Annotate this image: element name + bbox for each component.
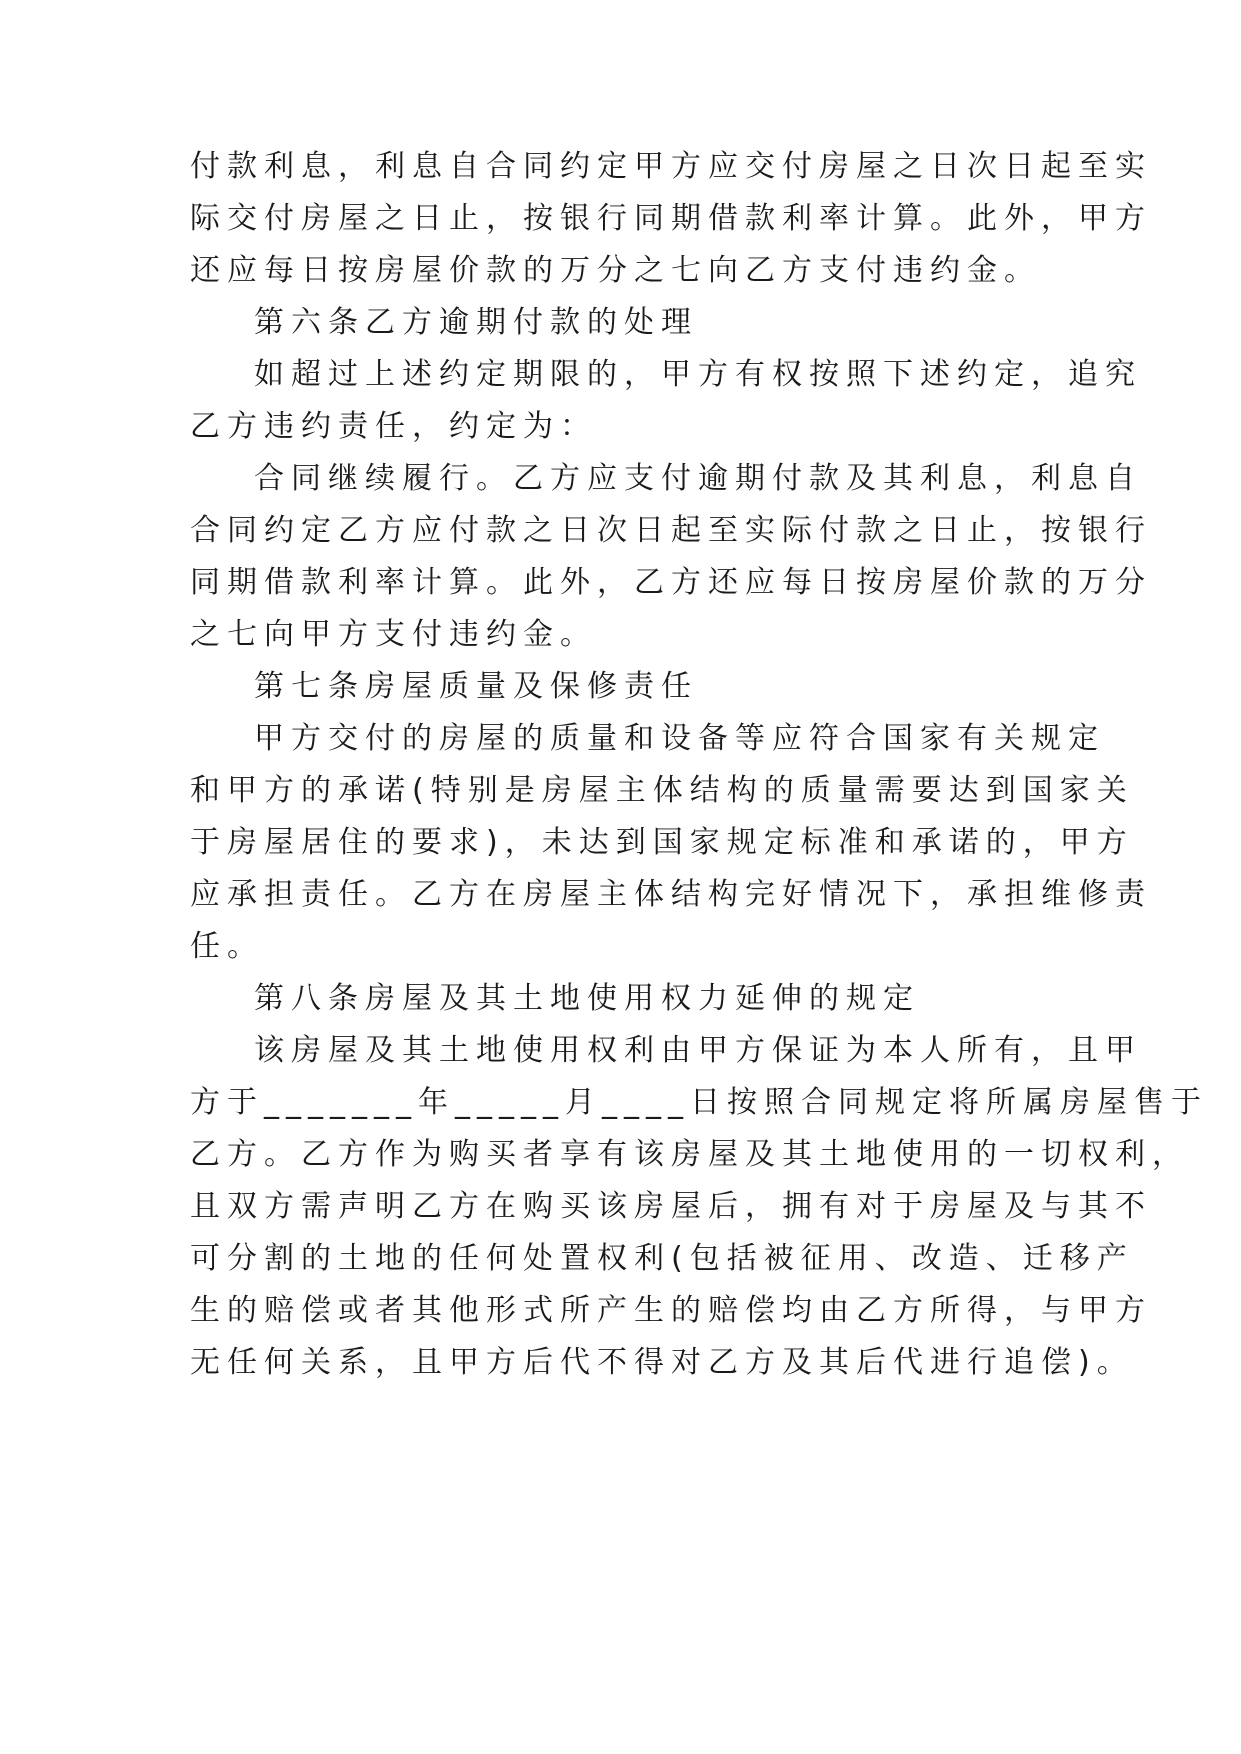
paragraph-line: 该房屋及其土地使用权利由甲方保证为本人所有，且甲 (254, 1033, 1142, 1068)
paragraph-line: 任。 (190, 929, 264, 964)
section-heading: 第八条房屋及其土地使用权力延伸的规定 (254, 981, 920, 1016)
paragraph-line: 应承担责任。乙方在房屋主体结构完好情况下，承担维修责 (190, 877, 1152, 912)
paragraph-line: 方于_______年_____月____日按照合同规定将所属房屋售于 (190, 1085, 1208, 1120)
paragraph-line: 乙方。乙方作为购买者享有该房屋及其土地使用的一切权利， (190, 1137, 1189, 1172)
section-heading: 第六条乙方逾期付款的处理 (254, 305, 698, 340)
paragraph-line: 和甲方的承诺(特别是房屋主体结构的质量需要达到国家关 (190, 773, 1134, 808)
paragraph-line: 无任何关系，且甲方后代不得对乙方及其后代进行追偿)。 (190, 1345, 1134, 1380)
paragraph-line: 甲方交付的房屋的质量和设备等应符合国家有关规定 (254, 721, 1105, 756)
paragraph-line: 际交付房屋之日止，按银行同期借款利率计算。此外，甲方 (190, 201, 1152, 236)
paragraph-line: 乙方违约责任，约定为： (190, 409, 597, 444)
paragraph-line: 于房屋居住的要求)，未达到国家规定标准和承诺的，甲方 (190, 825, 1134, 860)
section-heading: 第七条房屋质量及保修责任 (254, 669, 698, 704)
paragraph-line: 且双方需声明乙方在购买该房屋后，拥有对于房屋及与其不 (190, 1189, 1152, 1224)
paragraph-line: 合同约定乙方应付款之日次日起至实际付款之日止，按银行 (190, 513, 1152, 548)
paragraph-line: 付款利息，利息自合同约定甲方应交付房屋之日次日起至实 (190, 149, 1152, 184)
paragraph-line: 如超过上述约定期限的，甲方有权按照下述约定，追究 (254, 357, 1142, 392)
paragraph-line: 还应每日按房屋价款的万分之七向乙方支付违约金。 (190, 253, 1041, 288)
paragraph-line: 同期借款利率计算。此外，乙方还应每日按房屋价款的万分 (190, 565, 1152, 600)
paragraph-line: 生的赔偿或者其他形式所产生的赔偿均由乙方所得，与甲方 (190, 1293, 1152, 1328)
paragraph-line: 可分割的土地的任何处置权利(包括被征用、改造、迁移产 (190, 1241, 1134, 1276)
paragraph-line: 之七向甲方支付违约金。 (190, 617, 597, 652)
paragraph-line: 合同继续履行。乙方应支付逾期付款及其利息，利息自 (254, 461, 1142, 496)
